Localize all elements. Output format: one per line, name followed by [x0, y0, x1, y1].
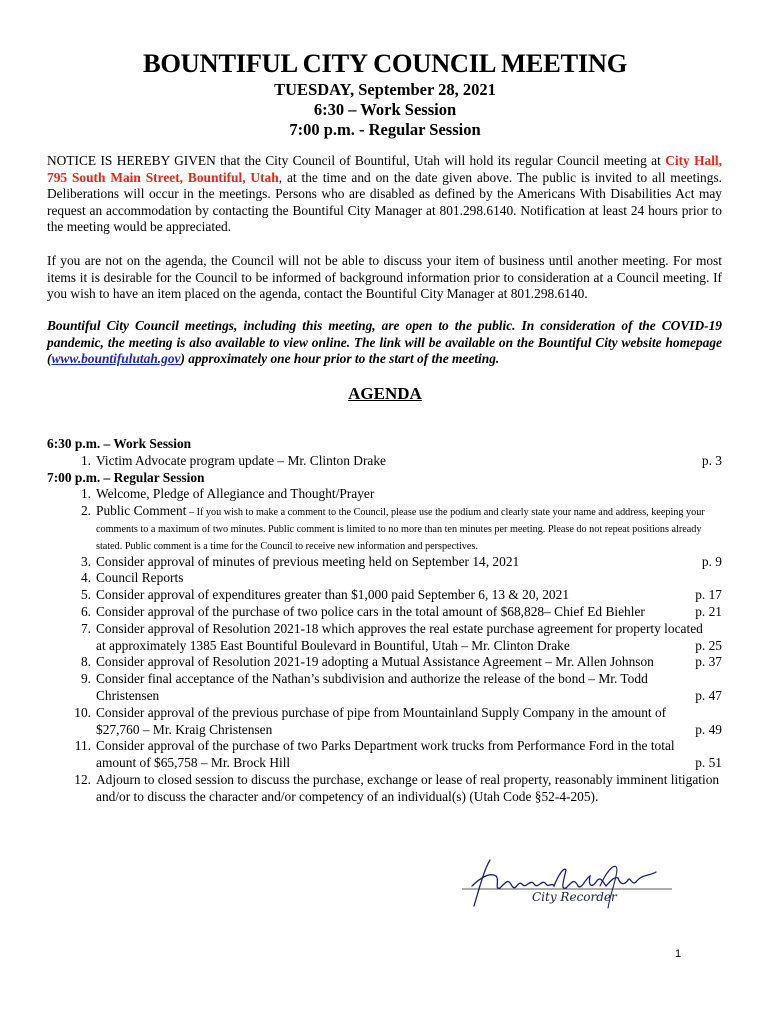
item-text-cont: $27,760 – Mr. Kraig Christensen	[96, 721, 273, 737]
agenda-item	[47, 486, 722, 503]
item-text-cont: at approximately 1385 East Bountiful Boulevard in Bountiful, Utah – Mr. Clinton Drake	[96, 637, 570, 653]
item-number: 1.	[80, 452, 91, 468]
item-text: Consider final acceptance of the Nathan’s subdivision and authorize the release of the bond – Mr. Todd	[96, 671, 648, 687]
agenda-heading: AGENDA	[348, 384, 422, 403]
website-link[interactable]: www.bountifulutah.gov	[51, 351, 181, 366]
item-number: 9.	[80, 671, 91, 687]
meeting-location: City Hall, 795 South Main Street, Bountiful, Utah	[47, 153, 722, 185]
agenda-item	[47, 621, 722, 655]
item-page: p. 21	[695, 603, 722, 619]
work-session-label: 6:30 p.m. – Work Session	[47, 436, 192, 451]
signature-block	[460, 856, 680, 916]
item-text: Consider approval of expenditures greater than $1,000 paid September 6, 13 & 20, 2021	[96, 587, 570, 603]
item-number: 11.	[74, 738, 91, 754]
agenda-item	[47, 503, 722, 553]
item-number: 4.	[80, 570, 91, 586]
agenda-list	[47, 436, 722, 806]
meeting-date: TUESDAY, September 28, 2021	[274, 80, 496, 99]
page-number: 1	[675, 948, 682, 960]
item-text: Adjourn to closed session to discuss the purchase, exchange or lease of real property, reasonably imminent litigation and/or to discuss the character and/or competency of an individual(s) (Utah Code §52-4-205).	[96, 771, 720, 804]
covid-notice	[47, 318, 722, 368]
agenda-item	[47, 671, 722, 705]
item-text: Victim Advocate program update – Mr. Clinton Drake	[96, 452, 387, 468]
notice-text: NOTICE IS HEREBY GIVEN that the City Council of Bountiful, Utah will hold its regular Council meeting at	[47, 153, 666, 168]
item-page: p. 47	[695, 687, 722, 703]
item-text: Consider approval of Resolution 2021-18 which approves the real estate purchase agreement for property located	[96, 620, 703, 636]
item-text: Public Comment	[96, 503, 187, 519]
item-number: 6.	[80, 603, 91, 619]
agenda-item	[47, 705, 722, 739]
agenda-info: If you are not on the agenda, the Council will not be able to discuss your item of business until another meeting. For most items it is desirable for the Council to be informed of background information prior to consideration at a Council meeting. If you wish to have an item placed on the agenda, contact the Bountiful City Manager at 801.298.6140.	[47, 253, 722, 301]
agenda-item	[47, 604, 722, 621]
agenda-item	[47, 738, 722, 772]
item-number: 8.	[80, 654, 91, 670]
item-number: 12.	[74, 771, 91, 787]
item-number: 1.	[80, 486, 91, 502]
regular-session-label: 7:00 p.m. – Regular Session	[47, 469, 205, 485]
item-number: 7.	[80, 620, 91, 636]
regular-session-time: 7:00 p.m. - Regular Session	[289, 120, 481, 139]
item-text-cont: amount of $65,758 – Mr. Brock Hill	[96, 755, 291, 771]
item-text: Consider approval of Resolution 2021-19 adopting a Mutual Assistance Agreement – Mr. Allen Johnson	[96, 654, 654, 670]
item-text: Welcome, Pledge of Allegiance and Thought/Prayer	[96, 486, 375, 502]
agenda-item	[47, 654, 722, 671]
item-page: p. 9	[701, 553, 722, 569]
item-page: p. 49	[695, 721, 722, 737]
agenda-item	[47, 554, 722, 571]
work-session-time: 6:30 – Work Session	[313, 100, 457, 119]
notice-text-cont: , at the time and on the date given above. The public is invited to all meetings. Deliberations will occur in the meetings. Persons who are disabled as defined by the Americans With Disabilities Act may request an accommodation by contacting the Bountiful City Manager at 801.298.6140. Notification at least 24 hours prior to the meeting would be appreciated.	[47, 169, 722, 234]
item-text: Council Reports	[96, 570, 184, 586]
covid-text-cont: ) approximately one hour prior to the start of the meeting.	[180, 351, 500, 366]
item-page: p. 37	[695, 654, 722, 670]
item-number: 10.	[74, 704, 91, 720]
signature-role: City Recorder	[532, 890, 617, 904]
item-text: Consider approval of the purchase of two Parks Department work trucks from Performance Ford in the total	[96, 738, 675, 754]
item-page: p. 3	[701, 452, 722, 468]
page-title: BOUNTIFUL CITY COUNCIL MEETING	[142, 48, 628, 78]
agenda-item	[47, 772, 722, 806]
item-page: p. 25	[695, 637, 722, 653]
item-text: Consider approval of minutes of previous meeting held on September 14, 2021	[96, 553, 520, 569]
agenda-item	[47, 570, 722, 587]
agenda-item	[47, 453, 722, 470]
public-comment-detail: – If you wish to make a comment to the Council, please use the podium and clearly state your name and address, keeping your comments to a maximum of two minutes. Public comment is limited to no more than ten minutes per meeting. Please do not repeat positions already stated. Public comment is a time for the Council to receive new information and perspectives.	[96, 507, 705, 552]
handwritten-signature	[460, 856, 680, 916]
item-text: Consider approval of the purchase of two police cars in the total amount of $68,828– Chief Ed Biehler	[96, 603, 645, 619]
item-number: 3.	[80, 553, 91, 569]
item-text-cont: Christensen	[96, 687, 160, 703]
item-number: 5.	[80, 587, 91, 603]
item-number: 2.	[80, 503, 91, 519]
item-text: Consider approval of the previous purchase of pipe from Mountainland Supply Company in the amount of	[96, 704, 667, 720]
item-page: p. 17	[695, 587, 722, 603]
item-page: p. 51	[695, 755, 722, 771]
agenda-item	[47, 587, 722, 604]
public-notice	[47, 153, 722, 236]
covid-text: Bountiful City Council meetings, including this meeting, are open to the public. In consideration of the COVID-19 pandemic, the meeting is also available to view online. The link will be available on the Bountiful City website homepage (	[47, 318, 722, 366]
